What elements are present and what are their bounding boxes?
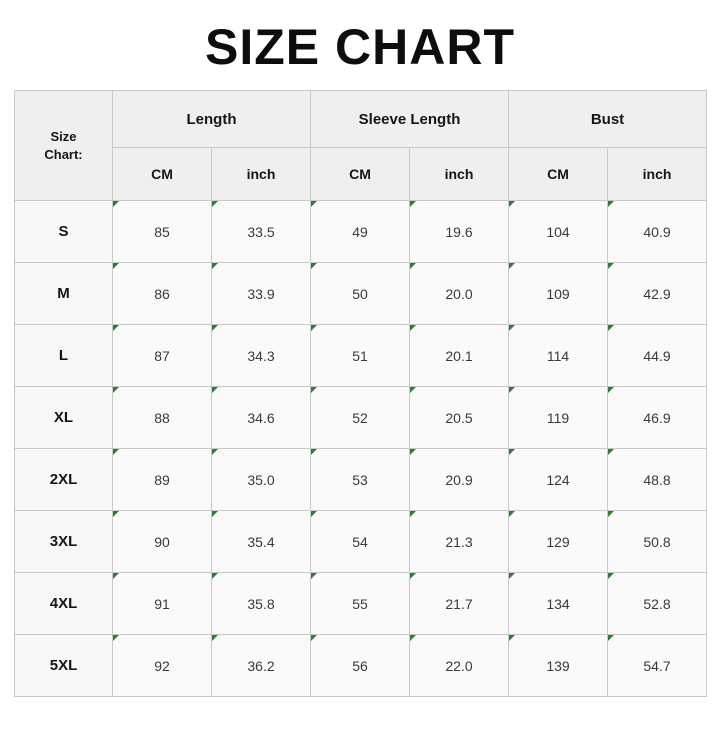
cell-length-cm: 92 [113,635,212,697]
header-row-units [15,148,707,201]
row-size-label: S [15,201,113,263]
header-group-sleeve-length: Sleeve Length [311,91,509,148]
cell-bust-cm: 124 [509,449,608,511]
cell-bust-cm: 129 [509,511,608,573]
cell-bust-inch: 40.9 [608,201,707,263]
cell-length-inch: 34.3 [212,325,311,387]
cell-bust-cm: 134 [509,573,608,635]
cell-sleeve-cm: 50 [311,263,410,325]
cell-length-cm: 85 [113,201,212,263]
header-group-bust: Bust [509,91,707,148]
row-size-label: L [15,325,113,387]
cell-sleeve-inch: 20.5 [410,387,509,449]
cell-length-inch: 35.0 [212,449,311,511]
cell-bust-cm: 114 [509,325,608,387]
size-chart-table [14,90,707,697]
table-row [15,387,707,449]
cell-length-inch: 33.5 [212,201,311,263]
cell-bust-inch: 44.9 [608,325,707,387]
cell-sleeve-inch: 22.0 [410,635,509,697]
header-unit-length-cm: CM [113,148,212,201]
cell-sleeve-cm: 54 [311,511,410,573]
cell-sleeve-inch: 20.0 [410,263,509,325]
cell-bust-cm: 109 [509,263,608,325]
header-unit-length-inch: inch [212,148,311,201]
cell-bust-cm: 139 [509,635,608,697]
cell-sleeve-cm: 49 [311,201,410,263]
row-size-label: 5XL [15,635,113,697]
size-chart-page [0,18,720,738]
cell-length-inch: 35.4 [212,511,311,573]
row-size-label: 3XL [15,511,113,573]
corner-size-chart-label [15,91,113,201]
cell-length-cm: 88 [113,387,212,449]
header-unit-sleeve-inch: inch [410,148,509,201]
table-row [15,325,707,387]
cell-bust-inch: 46.9 [608,387,707,449]
cell-length-cm: 91 [113,573,212,635]
cell-bust-inch: 48.8 [608,449,707,511]
cell-bust-inch: 54.7 [608,635,707,697]
cell-length-inch: 33.9 [212,263,311,325]
table-row [15,263,707,325]
cell-bust-cm: 104 [509,201,608,263]
cell-sleeve-inch: 19.6 [410,201,509,263]
cell-sleeve-cm: 55 [311,573,410,635]
table-row [15,573,707,635]
cell-bust-inch: 52.8 [608,573,707,635]
cell-sleeve-cm: 56 [311,635,410,697]
header-group-length: Length [113,91,311,148]
cell-length-cm: 90 [113,511,212,573]
cell-bust-cm: 119 [509,387,608,449]
cell-bust-inch: 50.8 [608,511,707,573]
size-chart-table-container [14,90,706,697]
cell-bust-inch: 42.9 [608,263,707,325]
table-header [15,91,707,201]
cell-sleeve-inch: 20.1 [410,325,509,387]
table-row [15,449,707,511]
row-size-label: 2XL [15,449,113,511]
row-size-label: M [15,263,113,325]
header-unit-bust-inch: inch [608,148,707,201]
cell-length-cm: 87 [113,325,212,387]
cell-sleeve-cm: 52 [311,387,410,449]
cell-sleeve-inch: 21.7 [410,573,509,635]
cell-sleeve-inch: 21.3 [410,511,509,573]
header-unit-sleeve-cm: CM [311,148,410,201]
header-row-groups [15,91,707,148]
cell-length-cm: 89 [113,449,212,511]
table-row [15,201,707,263]
cell-length-inch: 35.8 [212,573,311,635]
row-size-label: 4XL [15,573,113,635]
page-title: SIZE CHART [205,19,515,75]
cell-sleeve-cm: 51 [311,325,410,387]
cell-sleeve-cm: 53 [311,449,410,511]
table-row [15,511,707,573]
cell-length-cm: 86 [113,263,212,325]
table-body [15,201,707,697]
row-size-label: XL [15,387,113,449]
table-row [15,635,707,697]
corner-label-line1: Size [50,128,77,144]
corner-label-line2: Chart: [44,146,83,162]
cell-length-inch: 36.2 [212,635,311,697]
cell-sleeve-inch: 20.9 [410,449,509,511]
cell-length-inch: 34.6 [212,387,311,449]
header-unit-bust-cm: CM [509,148,608,201]
